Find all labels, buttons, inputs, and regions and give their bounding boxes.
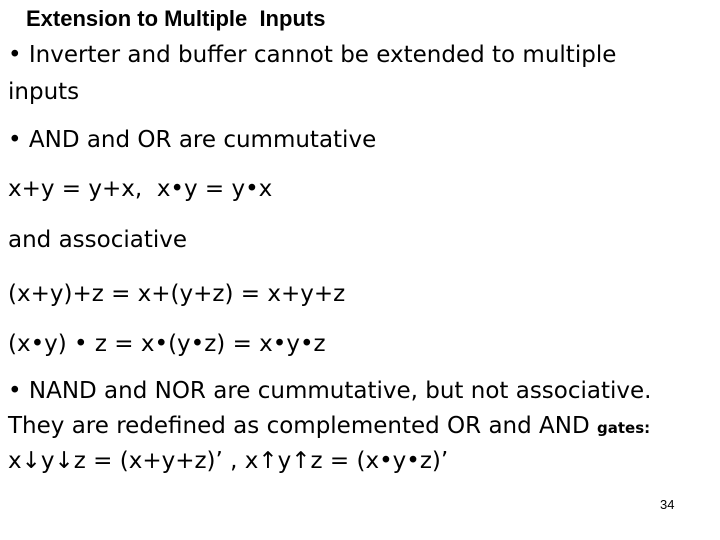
- bullet-inverter-buffer-line2: inputs: [8, 79, 80, 105]
- bullet-nand-nor: • NAND and NOR are cummutative, but not associative.: [8, 378, 652, 404]
- bullet-commutative: • AND and OR are cummutative: [8, 127, 377, 153]
- nand-nor-equations: x↓y↓z = (x+y+z)’ , x↑y↑z = (x•y•z)’: [8, 448, 449, 474]
- nand-nor-line2-main: They are redefined as complemented OR and AND: [8, 413, 597, 439]
- nand-nor-line2-gates: gates:: [596, 419, 651, 437]
- associative-and-equation: (x•y) • z = x•(y•z) = x•y•z: [8, 331, 326, 357]
- commutative-equations: x+y = y+x, x•y = y•x: [8, 176, 273, 202]
- slide-title: Extension to Multiple Inputs: [26, 6, 326, 31]
- bullet-nand-nor-line2: [8, 411, 650, 444]
- associative-label: and associative: [8, 227, 188, 253]
- bullet-inverter-buffer-line1: • Inverter and buffer cannot be extended to multiple: [8, 42, 617, 68]
- associative-or-equation: (x+y)+z = x+(y+z) = x+y+z: [8, 281, 346, 307]
- page-number: 34: [660, 497, 675, 512]
